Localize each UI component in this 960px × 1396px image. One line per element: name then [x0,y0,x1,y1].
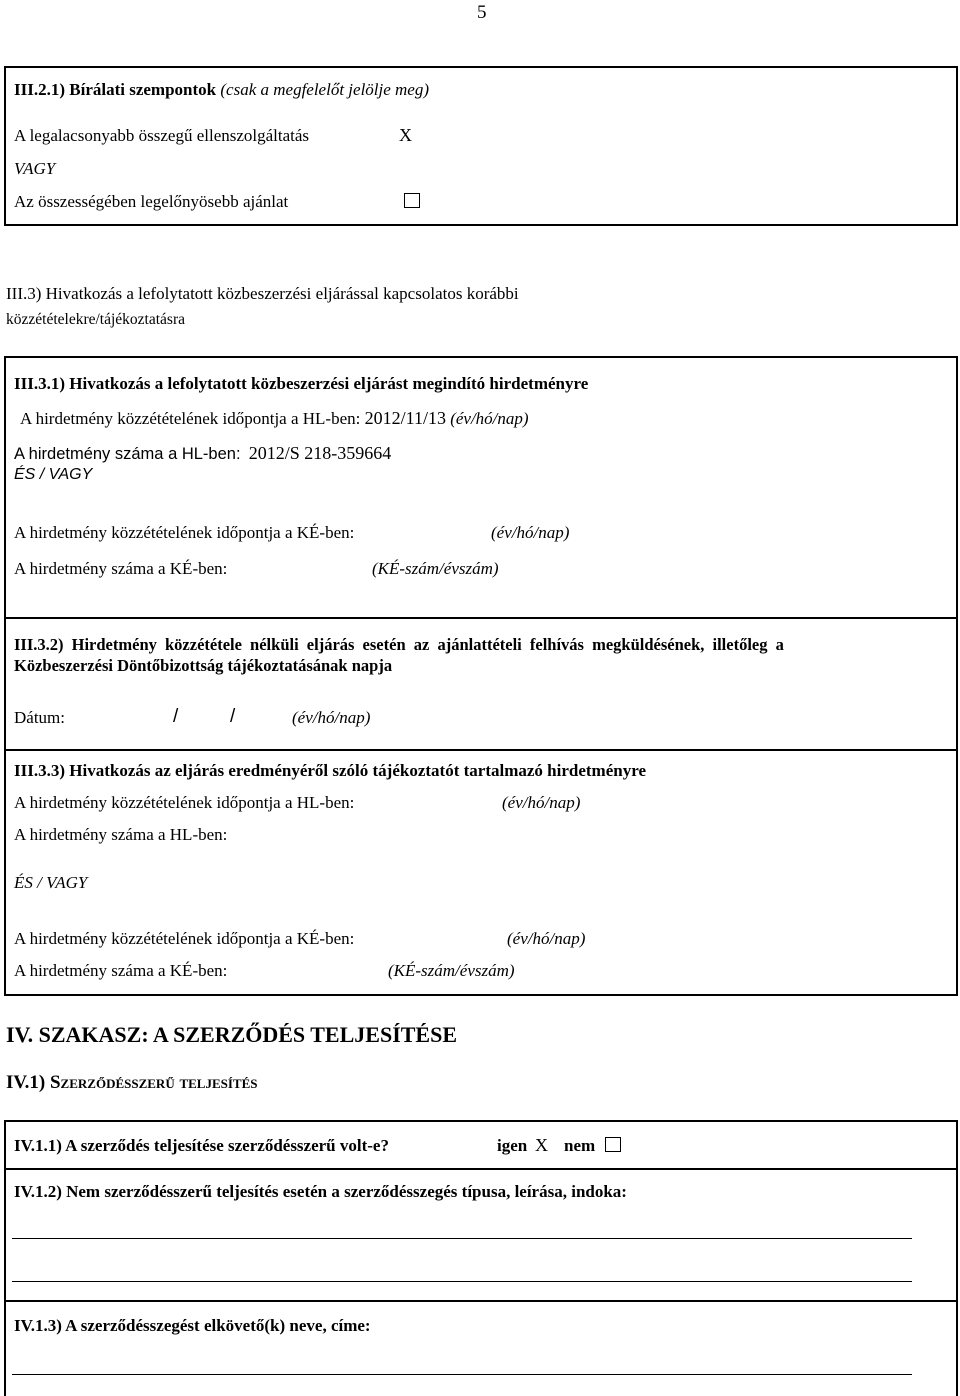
no-label: nem [564,1136,596,1155]
option-best-value: Az összességében legelőnyösebb ajánlat [14,192,289,211]
section-iii-3-3-heading: III.3.3) Hivatkozás az eljárás eredményéről szóló tájékoztatót tartalmazó hirdetményre [14,761,646,780]
answer-line-2[interactable] [12,1281,912,1282]
hl-date-label: A hirdetmény közzétételének időpontja a HL-ben: [20,409,361,428]
date-label: Dátum: [14,708,65,727]
question-iv-1-3: IV.1.3) A szerződésszegést elkövető(k) neve, címe: [14,1316,371,1335]
s333-and-or-label: ÉS / VAGY [14,873,88,892]
section-iii-3-heading-line2: közzétételekre/tájékoztatásra [6,311,185,328]
page-number: 5 [477,2,487,23]
divider-iv-1-3 [4,1300,958,1302]
s333-hl-date-label: A hirdetmény közzétételének időpontja a HL-ben: [14,793,355,812]
and-or-label: ÉS / VAGY [14,466,93,483]
s333-ke-number-label: A hirdetmény száma a KÉ-ben: [14,961,228,980]
option-lowest-price: A legalacsonyabb összegű ellenszolgáltatás [14,126,310,145]
ke-number-label: A hirdetmény száma a KÉ-ben: [14,559,228,578]
yes-mark[interactable]: X [535,1135,548,1155]
no-checkbox[interactable] [605,1137,621,1152]
date-unit: (év/hó/nap) [292,708,371,727]
date-slash-2: / [230,706,236,727]
or-label: VAGY [14,159,56,178]
section-iv-1-heading: IV.1) Szerződésszerű teljesítés [6,1072,258,1093]
section-iii-3-1-heading: III.3.1) Hivatkozás a lefolytatott közbeszerzési eljárást megindító hirdetményre [14,374,589,393]
option-best-value-checkbox[interactable] [404,193,420,208]
divider-iii-3-2 [4,617,958,619]
section-iv-title: IV. SZAKASZ: A SZERZŐDÉS TELJESÍTÉSE [6,1022,458,1047]
hl-number-label: A hirdetmény száma a HL-ben: [14,445,241,463]
question-iv-1-1: IV.1.1) A szerződés teljesítése szerződésszerű volt-e? [14,1136,389,1155]
section-iii-3-2-heading-line2: Közbeszerzési Döntőbizottság tájékoztatásának napja [14,656,393,675]
heading-note: (csak a megfelelőt jelölje meg) [220,80,430,99]
hl-date-value: 2012/11/13 [364,408,446,428]
section-iii-2-1-heading [14,80,429,100]
question-iv-1-2: IV.1.2) Nem szerződésszerű teljesítés esetén a szerződésszegés típusa, leírása, indoka: [14,1182,627,1201]
s333-ke-date-label: A hirdetmény közzétételének időpontja a KÉ-ben: [14,929,355,948]
divider-iii-3-3 [4,749,958,751]
ke-date-label: A hirdetmény közzétételének időpontja a KÉ-ben: [14,523,355,542]
s333-hl-number-label: A hirdetmény száma a HL-ben: [14,825,228,844]
section-iii-3-heading-line1: III.3) Hivatkozás a lefolytatott közbeszerzési eljárással kapcsolatos korábbi [6,284,519,303]
yes-label: igen [497,1136,528,1155]
ke-number-unit: (KÉ-szám/évszám) [372,559,499,578]
hl-date-unit: (év/hó/nap) [450,409,529,428]
s333-ke-date-unit: (év/hó/nap) [507,929,586,948]
section-iv-1-box [4,1120,958,1396]
hl-date-row [20,408,529,429]
option-lowest-price-mark[interactable]: X [399,125,412,145]
s333-hl-date-unit: (év/hó/nap) [502,793,581,812]
date-slash-1: / [173,706,179,727]
hl-number-row [14,443,391,464]
answer-line-1[interactable] [12,1238,912,1239]
ke-date-unit: (év/hó/nap) [491,523,570,542]
heading-text: III.2.1) Bírálati szempontok [14,80,217,99]
hl-number-value: 2012/S 218-359664 [248,443,392,463]
answer-line-3[interactable] [12,1374,912,1375]
section-iii-3-2-heading-line1: III.3.2) Hirdetmény közzététele nélküli eljárás esetén az ajánlattételi felhívás megküldésének, illetőleg a [14,635,784,654]
divider-iv-1-2 [4,1168,958,1170]
s333-ke-number-unit: (KÉ-szám/évszám) [388,961,515,980]
